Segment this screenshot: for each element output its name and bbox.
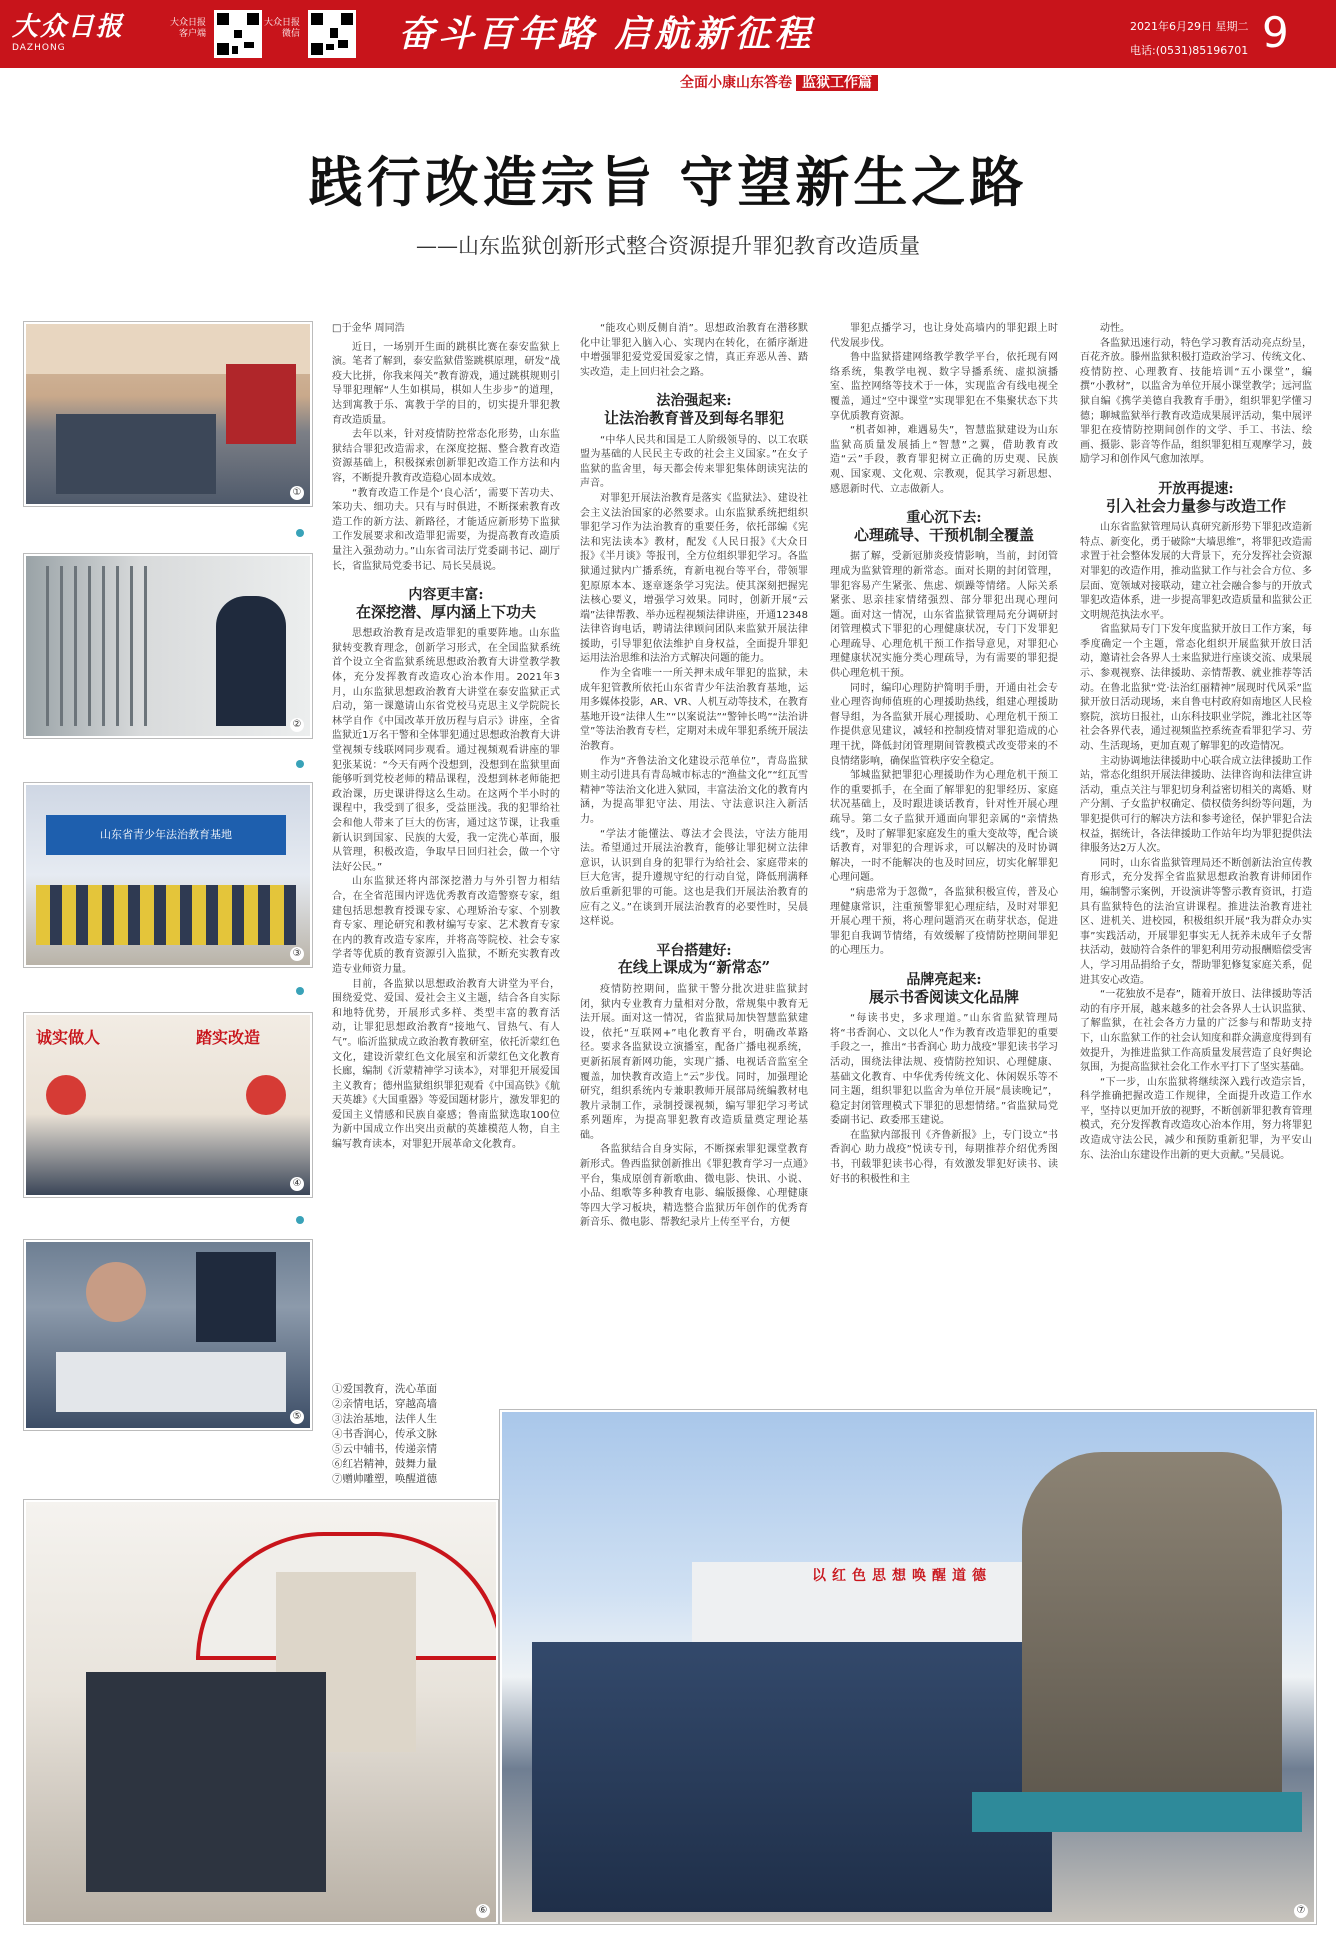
caption: ⑥红岩精神，鼓舞力量 <box>332 1458 437 1470</box>
issue-date: 2021年6月29日 星期二 <box>1130 20 1249 33</box>
column-4 <box>1080 322 1312 1163</box>
paragraph: 山东监狱还将内部深挖潜力与外引智力相结合，在全省范围内评选优秀教育改造警察专家，组建包括思想教育授课专家、心理矫治专家、个别教育专家、理论研究和教材编写专家、艺术教育专家在内的教育改造专家库，并将高等院校、社会专家学者等优质的教育资源引入监狱，不断充实教育改造专业师资力量。 <box>332 876 560 975</box>
caption: ④书香润心，传承文脉 <box>332 1428 437 1440</box>
paragraph: “病患常为于忽微”，各监狱积极宣传，普及心理健康常识，注重预警罪犯心理症结，及时对罪犯开展心理干预，将心理问题消灭在萌芽状态，促进罪犯自我调节情绪，有效缓解了疫情防控期间罪犯的心理压力。 <box>830 886 1058 957</box>
caption: ②亲情电话，穿越高墙 <box>332 1398 437 1410</box>
caption: ①爱国教育，洗心革面 <box>332 1383 437 1395</box>
section-kicker: 开放再提速: <box>1158 480 1234 497</box>
section-kicker: 法治强起来: <box>656 393 732 410</box>
photo-banner: 以红色思想唤醒道德 <box>812 1568 992 1584</box>
section-bar <box>680 72 878 94</box>
paragraph: 各监狱迅速行动，特色学习教育活动亮点纷呈，百花齐放。滕州监狱积极打造政治学习、传统文化、疫情防控、心理教育、技能培训“五小课堂”，编撰“小教材”，以监舍为单位开展小课堂教学；远河监狱自编《携学美德自我教育手册》，组织罪犯学懂习德；聊城监狱举行教育改造成果展评活动，集中展评罪犯在疫情防控期间创作的文学、手工、书法、绘画、摄影、影音等作品，组织罪犯相互观摩学习，鼓励学习和创作风气愈加浓厚。 <box>1080 337 1312 466</box>
section-title: 展示书香阅读文化品牌 <box>868 987 1019 1006</box>
photo-red-spirit <box>24 1500 498 1924</box>
paragraph: “下一步，山东监狱将继续深入践行改造宗旨，科学推确把握改造工作规律，全面提升改造工作水平，坚持以更加开放的视野，不断创新罪犯教育管理模式，充分发挥教育改造攻心治本作用，努力将罪犯改造成守法公民，减少和预防重新犯罪，为平安山东、法治山东建设作出新的更大贡献。”吴晨说。 <box>1080 1076 1312 1161</box>
photo-dot <box>296 987 304 995</box>
paragraph: “机者如神，难遇易失”，智慧监狱建设为山东监狱高质量发展插上“智慧”之翼，借助教育改造“云”手段，教育罪犯树立正确的历史观、民族观、国家观、文化观、宗教观，促其学习新思想、感恩新时代、立志做新人。 <box>830 425 1058 495</box>
section-title: 引入社会力量参与改造工作 <box>1105 496 1286 515</box>
paragraph: 在监狱内部报刊《齐鲁新报》上，专门设立“书香润心 助力战疫”悦读专刊，每期推荐介绍优秀图书，刊载罪犯读书心得，有效激发罪犯好读书、读好书的积极性和主 <box>830 1129 1058 1185</box>
photo-dot <box>296 760 304 768</box>
photo-reading <box>24 1013 312 1197</box>
caption: ⑦赠帅雕塑，唤醒道德 <box>332 1473 437 1485</box>
section-kicker: 重心沉下去: <box>906 510 982 527</box>
qr-code-1 <box>214 10 262 58</box>
section-tag: 监狱工作篇 <box>796 75 878 91</box>
photo-number: ① <box>290 486 304 500</box>
section-title: 心理疏导、干预机制全覆盖 <box>853 525 1034 544</box>
photo-number: ④ <box>290 1177 304 1191</box>
paragraph: “一花独放不是春”，随着开放日、法律援助等活动的有序开展，越来越多的社会各界人士认识监狱、了解监狱，在社会各方力量的广泛参与和帮助支持下，山东监狱工作的社会认知度和群众满意度得到有效提升，为推进监狱工作高质量发展营造了良好舆论氛围，为提高监狱社会化工作水平打下了坚实基础。 <box>1080 989 1312 1074</box>
photo-captions <box>332 1382 507 1487</box>
paper-logo <box>12 6 162 62</box>
paragraph: 鲁中监狱搭建网络教学教学平台，依托现有网络系统，集教学电视、数字导播系统、虚拟演播室、监控网络等技术于一体，实现监舍有线电视全覆盖，通过“空中课堂”实现罪犯在不集聚状态下共享优质教育资源。 <box>830 352 1058 422</box>
qr2-label: 大众日报 微信 <box>264 18 301 39</box>
paragraph: “中华人民共和国是工人阶级领导的、以工农联盟为基础的人民民主专政的社会主义国家。”在女子监狱的监舍里，每天都会传来罪犯集体朗读宪法的声音。 <box>580 434 808 490</box>
paragraph: 据了解，受新冠肺炎疫情影响，当前，封闭管理成为监狱管理的新常态。面对长期的封闭管理，罪犯容易产生紧张、焦虑、烦躁等情绪。人际关系紧张、思亲挂家情绪强烈、部分罪犯出现心理问题。面对这一情况，山东省监狱管理局充分调研封闭管理模式下罪犯的心理健康状况，专门下发罪犯心理疏导、心理危机干预工作指导意见，对罪犯心理健康状况实施分类心理疏导，为有需要的罪犯提供心理危机干预。 <box>830 551 1058 680</box>
photo-banner-left: 诚实做人 <box>36 1028 101 1047</box>
photo-number: ⑥ <box>476 1904 490 1918</box>
subheadline: ——山东监狱创新形式整合资源提升罪犯教育改造质量 <box>416 234 920 258</box>
paper-name: 大众日报 <box>12 12 125 42</box>
photo-number: ② <box>290 718 304 732</box>
photo-dot <box>296 1216 304 1224</box>
photo-patriotic-education <box>24 322 312 506</box>
paragraph: “教育改造工作是个‘良心活’，需要下苦功夫、笨功夫、细功夫。只有与时俱进，不断探索教育改造工作的新方法、新路径，才能适应新形势下监狱工作发展要求和改造罪犯需要，为提高教育改造质量注入强劲动力。”山东省司法厅党委副书记、副厅长，省监狱局党委书记、局长吴晨说。 <box>332 487 560 572</box>
section-title: 在深挖潜、厚内涵上下功夫 <box>355 602 536 621</box>
paragraph: 去年以来，针对疫情防控常态化形势，山东监狱结合罪犯改造需求，在深度挖掘、整合教育改造资源基础上，积极探索创新罪犯改造工作方法和内容，不断提升教育改造稳心固本成效。 <box>332 429 560 484</box>
paragraph: 山东省监狱管理局认真研究新形势下罪犯改造新特点、新变化，勇于破除“大墙思维”，将罪犯改造需求置于社会整体发展的大背景下，充分发挥社会资源对罪犯的改造作用，推动监狱工作与社会合方位、多层面、宽领域对接联动，建立社会融合参与的开放式罪犯改造体系，进一步提高罪犯改造质量和监狱公正文明规范执法水平。 <box>1080 522 1312 621</box>
paragraph: 动性。 <box>1100 323 1130 334</box>
photo-banner-right: 踏实改造 <box>196 1028 261 1047</box>
slogan: 奋斗百年路 启航新征程 <box>398 13 815 55</box>
photo-number: ③ <box>290 947 304 961</box>
column-1 <box>332 322 560 1153</box>
caption: ③法治基地，法伴人生 <box>332 1413 437 1425</box>
section-kicker: 内容更丰富: <box>408 587 484 604</box>
paragraph: 同时，山东省监狱管理局还不断创新法治宣传教育形式，充分发挥全省监狱思想政治教育讲师团作用，编制警示案例，开设演讲等警示教育资讯，打造具有监狱特色的法治宣讲课程。推进法治教育进社区、进机关、进校园，积极组织开展“我为群众办实事”实践活动，开展罪犯事实无人抚养未成年子女帮扶活动，鼓励符合条件的罪犯利用劳动报酬赔偿受害人，学习用品捐给子女，帮助罪犯修复家庭关系，促进其安心改造。 <box>1080 857 1312 986</box>
paragraph: 邹城监狱把罪犯心理援助作为心理危机干预工作的重要抓手，在全面了解罪犯的犯罪经历、家庭状况基础上，及时跟进谈话教育，针对性开展心理疏导。第二女子监狱开通面向罪犯亲属的“亲情热线”，及时了解罪犯家庭发生的重大变故等，配合谈话教育，对罪犯的合理诉求，可以解决的及时协调解决，一时不能解决的也及时回应，切实化解罪犯心理问题。 <box>830 770 1058 884</box>
paragraph: 各监狱结合自身实际，不断探索罪犯课堂教育新形式。鲁西监狱创新推出《罪犯教育学习一点通》平台，集成原创育新歌曲、微电影、快讯、小说、小品、组歌等多种教育电影、编版摄像、心理健康等四大学习板块，精选整合监狱历年创作的优秀育新音乐、微电影、帮教纪录片上传至平台，方便 <box>580 1144 808 1229</box>
photo-law-base <box>24 783 312 967</box>
section-kicker: 平台搭建好: <box>656 942 732 959</box>
photo-number: ⑦ <box>1294 1904 1308 1918</box>
paragraph: “每读书史，多求理道。”山东省监狱管理局将“书香润心、文以化人”作为教育改造罪犯的重要手段之一，推出“书香润心 助力战疫”罪犯读书学习活动，围绕法律法规、疫情防控知识、心理健康、基础文化教育、中华优秀传统文化、休闲娱乐等不同主题，组织罪犯以监舍为单位开展“晨读晚记”，稳定封闭管理模式下罪犯的思想情绪。”省监狱局党委副书记、政委邢玉建说。 <box>830 1013 1058 1127</box>
paragraph: 目前，各监狱以思想政治教育大讲堂为平台，围绕爱党、爱国、爱社会主义主题，结合各自实际和地特优势，开展形式多样、类型丰富的教育活动，让罪犯思想政治教育“接地气、冒热气、有人气”。临沂监狱成立政治教育教研室，依托沂蒙红色文化，建设沂蒙红色文化展室和沂蒙红色文化教育长廊，编制《沂蒙精神学习读本》，对罪犯开展爱国主义教育；德州监狱组织罪犯观看《中国高铁》《航天英雄》《大国重器》等爱国题材影片，激发罪犯的爱国主义情感和民族自豪感；鲁南监狱选取100位为新中国成立作出突出贡献的英雄模范人物，自主编写教育读本，对罪犯开展革命文化教育。 <box>332 978 560 1151</box>
paragraph: 主动协调地法律援助中心联合成立法律援助工作站，常态化组织开展法律援助、法律咨询和法律宣讲活动，重点关注与罪犯切身利益密切相关的离婚、财产分割、子女监护权确定、债权债务纠纷等问题，为罪犯提供可行的解决方法和参考途径，保护罪犯合法权益，据统计，各法律援助工作站年均为罪犯提供法律服务达2万人次。 <box>1080 755 1312 855</box>
column-2 <box>580 322 808 1231</box>
caption: ⑤云中辅书，传递亲情 <box>332 1443 437 1455</box>
paragraph: 疫情防控期间，监狱干警分批次进驻监狱封闭，狱内专业教育力量相对分散，常规集中教育无法开展。面对这一情况，省监狱局加快智慧监狱建设，依托“互联网+”电化教育平台，明确改革路径。要求各监狱设立演播室，配备广播电视系统，更新拓展育新网功能，实现广播、电视话音监室全覆盖，加快教育改造上“云”步伐。同时，加强理论研究，组织系统内专兼职教师开展部局统编教材电教片录制工作，录制授课视频，编写罪犯学习考试系列题库，为提高罪犯教育改造质量奠定理论基础。 <box>580 983 808 1141</box>
section-name: 全面小康山东答卷 <box>680 75 792 91</box>
paragraph: 思想政治教育是改造罪犯的重要阵地。山东监狱转变教育理念，创新学习形式，在全国监狱系统首个设立全省监狱系统思想政治教育大讲堂教学教体，充分发挥教育改造攻心治本作用。2021年3月，山东监狱思想政治教育大讲堂在泰安监狱正式启动，第一课邀请山东省党校马克思主义学院院长林学自作《中国改革开放历程与启示》讲座，全省监狱近1万名干警和全体罪犯通过思想政治教育大讲堂视频专线联网同步观看。通过视频观看讲座的罪犯张某说：“今天有两个没想到，没想到在监狱里面能够听到党校老师的精品课程，没想到林老师能把政治课，历史课讲得这么生动。在这两个半小时的课程中，我受到了很多，受益匪浅。我的犯罪给社会和他人带来了巨大的伤害，通过这节课，让我重新认识到国家、民族的大爱，我一定洗心革面，服从管理，积极改造，争取早日回归社会，做一个守法好公民。” <box>332 628 560 873</box>
paragraph: 近日，一场别开生面的跳棋比赛在泰安监狱上演。笔者了解到，泰安监狱借鉴跳棋原理，研发“战疫大比拼，你我来闯关”教育游戏，通过跳棋规则引导罪犯理解“人生如棋局，棋如人生步步”的道理，达到寓教于乐、寓教于学的目的，切实提升罪犯教育改造质量。 <box>332 341 560 426</box>
qr1-label: 大众日报 客户端 <box>170 18 207 39</box>
photo-family-phone <box>24 554 312 738</box>
photo-number: ⑤ <box>290 1410 304 1424</box>
phone-number: 电话:(0531)85196701 <box>1130 44 1249 57</box>
paper-name-en: DAZHONG <box>12 43 66 53</box>
section-title: 在线上课成为“新常态” <box>617 958 771 977</box>
paragraph: 作为“齐鲁法治文化建设示范单位”，青岛监狱则主动引进具有青岛城市标志的“渔盐文化”“红瓦雪精神”等法治文化进入狱园，丰富法治文化的教育内涵，为提高罪犯守法、用法、守法意识注入新活力。 <box>580 755 808 825</box>
paragraph: “学法才能懂法、尊法才会畏法，守法方能用法。希望通过开展法治教育，能够让罪犯树立法律意识，认识到自身的犯罪行为给社会、家庭带来的巨大危害，提升遵规守纪的行动自觉，降低刑满释放后重新犯罪的可能。这也是我们开展法治教育的应有之义。”在谈到开展法治教育的必要性时，吴晨这样说。 <box>580 828 808 928</box>
photo-cloud-letter <box>24 1240 312 1430</box>
photo-banner: 山东省青少年法治教育基地 <box>46 815 286 855</box>
qr-code-2 <box>308 10 356 58</box>
section-kicker: 品牌亮起来: <box>906 971 982 988</box>
page-number: 9 <box>1262 8 1289 57</box>
headline: 践行改造宗旨 守望新生之路 <box>308 150 1028 214</box>
photo-dot <box>296 529 304 537</box>
paragraph: 同时，编印心理防护简明手册，开通由社会专业心理咨询师值班的心理援助热线，组建心理援助督导组，为各监狱开展心理援助、心理危机干预工作提供意见建议，减轻和控制疫情对罪犯造成的心理干扰，降低封闭管理期间管教模式改变带来的不良情绪影响，确保监管秩序安全稳定。 <box>830 682 1058 767</box>
byline: □于金华 周同浩 <box>332 323 405 334</box>
section-title: 让法治教育普及到每名罪犯 <box>603 408 784 427</box>
paragraph: 对罪犯开展法治教育是落实《监狱法》、建设社会主义法治国家的必然要求。山东监狱系统把组织罪犯学习作为法治教育的重要任务，依托部编《宪法和宪法读本》教材，配发《人民日报》《大众日报》《半月谈》等报刊，全方位组织罪犯学习。各监狱通过狱内广播系统，育新电视台等平台，带领罪犯原原本本、逐章逐条学习宪法。使其深刻把握宪法核心要义，增强学习效果。同时，创新开展“云端”法律帮教、举办远程视频法律讲座，开通12348法律咨询电话，聘请法律顾问团队来监狱开展法律援助，引导罪犯依法维护自身权益，全面提升罪犯运用法治思维和法治方式解决问题的能力。 <box>580 492 808 665</box>
paragraph: 罪犯点播学习，也让身处高墙内的罪犯跟上时代发展步伐。 <box>830 323 1058 349</box>
paragraph: “能攻心则反侧自消”。思想政治教育在潜移默化中让罪犯入脑入心、实现内在转化，在循序渐进中增强罪犯爱党爱国爱家之情，真正弃恶从善、踏实改造，走上回归社会之路。 <box>580 323 808 378</box>
photo-sculpture <box>500 1410 1316 1924</box>
paragraph: 作为全省唯一一所关押未成年罪犯的监狱，未成年犯管教所依托山东省青少年法治教育基地，运用多媒体投影，AR、VR、人机互动等技术，在教育基地开设“法律人生”“以案说法”“警钟长鸣”“法治讲堂”等法治教育专栏，定期对未成年罪犯系统开展法治教育。 <box>580 668 808 753</box>
paragraph: 省监狱局专门下发年度监狱开放日工作方案，每季度确定一个主题，常态化组织开展监狱开放日活动，邀请社会各界人士来监狱进行座谈交流、成果展示、参观视察、法律援助、亲情帮教、就业推荐等活动。在鲁北监狱“党·法治红丽精神”展现时代风采”监狱开放日活动现场，来自鲁屯村政府如南地区人民检察院，滨坊日报社，山东科技职业学院，潍北社区等社会各界代表，通过视频监控系统查看罪犯学习、劳动、生活现场，更加直观了解罪犯的改造情况。 <box>1080 624 1312 753</box>
column-3 <box>830 322 1058 1187</box>
